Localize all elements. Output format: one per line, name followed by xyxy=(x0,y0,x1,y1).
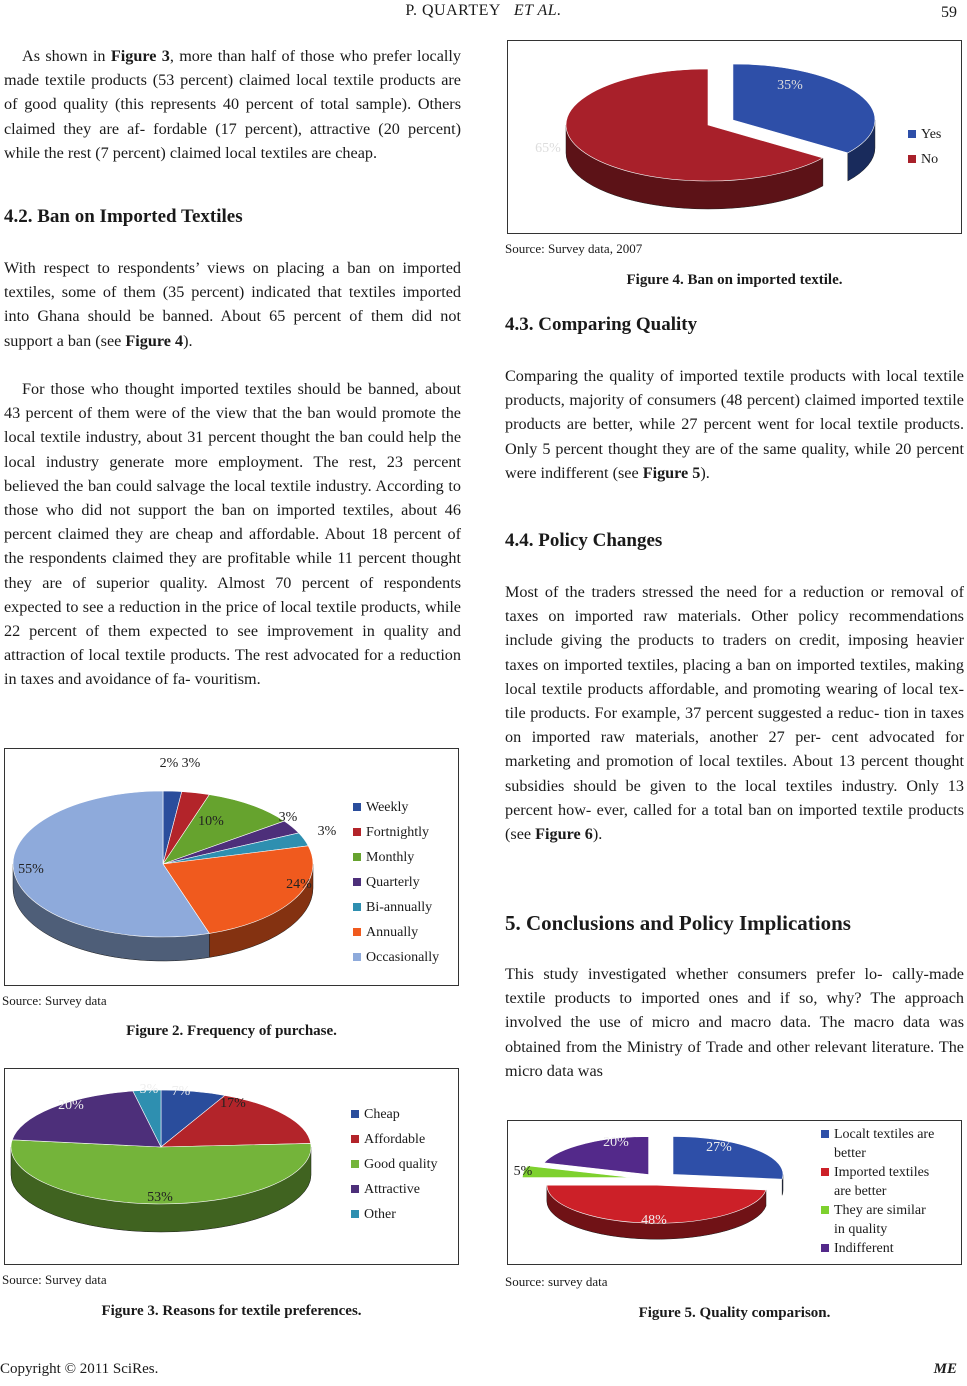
section-4-3-heading: 4.3. Comparing Quality xyxy=(505,314,698,335)
figure-6-ref: Figure 6 xyxy=(535,825,593,844)
figure-2-legend xyxy=(353,795,439,970)
figure-3-caption: Figure 3. Reasons for textile preferences. xyxy=(101,1303,362,1319)
figure-2-source: Source: Survey data xyxy=(2,993,107,1008)
indifferent-slice xyxy=(544,1137,649,1175)
header-etal: ET AL. xyxy=(513,2,562,19)
legend-item-weekly: Weekly xyxy=(353,795,439,820)
figure-5-legend xyxy=(821,1125,934,1258)
figure-4-pie-chart xyxy=(508,41,961,233)
affordable-label: 17% xyxy=(220,1096,246,1111)
no-label: 65% xyxy=(535,141,561,156)
figure-2-caption: Figure 2. Frequency of purchase. xyxy=(126,1023,337,1039)
figure-5-box xyxy=(507,1120,962,1265)
left-para-3: For those who thought imported textiles should be banned, about 43 percent of them were of the view that the ban would promote the local textile industry, about 31 percent thought the ban could help the local industry generate more employment. The rest, 23 percent believed the ban could salvage the local textile industry. According to those who did not support the ban on imported textiles, about 46 percent claimed they are cheap and affordable. About 18 percent of the respondents claimed they are profitable while 11 percent thought they are of superior quality. Almost 70 percent of respondents expected to see a reduction in the price of local textile products, while 22 percent of them expected to see improvement in quality and attraction of local textile products. The rest advocated for a reduction in taxes and avoidance of fa- vouritism. xyxy=(4,380,461,689)
figure-3-legend xyxy=(351,1102,438,1227)
weekly-label: 2% xyxy=(159,756,179,771)
indifferent-label: 20% xyxy=(603,1135,629,1150)
legend-item-annually: Annually xyxy=(353,920,439,945)
legend-item-occasionally: Occasionally xyxy=(353,945,439,970)
legend-item-similar: They are similar in quality xyxy=(821,1201,934,1239)
legend-item-bi-annually: Bi-annually xyxy=(353,895,439,920)
they-are-similar-in-quality-label: 5% xyxy=(513,1164,533,1179)
section-5-heading: 5. Conclusions and Policy Implications xyxy=(505,911,851,935)
figure-3-ref: Figure 3 xyxy=(110,47,170,65)
yes-label: 35% xyxy=(777,78,803,93)
legend-item-attractive: Attractive xyxy=(351,1177,438,1202)
right-para-4: Comparing the quality of imported textile products with local textile products, majority of consumers (48 percent) claimed imported textile products are better, while 27 percent went for local textile products. Only 5 percent thought they are of the same quality, while 20 percent were indifferent (see Figure 5). xyxy=(505,367,964,482)
legend-item-quarterly: Quarterly xyxy=(353,870,439,895)
figure-4-caption: Figure 4. Ban on imported textile. xyxy=(626,272,843,288)
imported-textiles-are-better-label: 48% xyxy=(641,1213,667,1228)
cheap-label: 7% xyxy=(171,1084,191,1099)
section-4-4-heading: 4.4. Policy Changes xyxy=(505,530,663,551)
legend-item-affordable: Affordable xyxy=(351,1127,438,1152)
figure-4-ref: Figure 4 xyxy=(125,331,184,350)
legend-item-monthly: Monthly xyxy=(353,845,439,870)
figure-3-box xyxy=(4,1068,459,1265)
section-4-2-heading: 4.2. Ban on Imported Textiles xyxy=(4,206,243,227)
figure-4-box xyxy=(507,40,962,234)
bi-annually-label: 3% xyxy=(317,824,337,839)
right-para-5: Most of the traders stressed the need for a reduction or removal of taxes on imported raw materials. Other policy recommendations include giving the products to traders on credit, imposing heavier taxes on imported textiles, placing a ban on imported textiles, making local textile products affordable, and promoting wearing of local tex- tile products. For example, 37 percent suggested a reduc- tion in taxes on imported raw materials, another 27 per- cent advocated for marketing and promotion of local textiles. About 13 percent thought subsidies should be given to the local textiles industry. Only 13 percent how- ever, called for a total ban on imported textile products (see Figure 6). xyxy=(505,583,964,844)
legend-item-indifferent: Indifferent xyxy=(821,1239,934,1258)
right-para-6: This study investigated whether consumers prefer lo- cally-made textile products to imported ones and if so, why? The approach involved the use of micro and macro data. The macro data was obtained from the Ministry of Trade and other relevant literature. The micro data was xyxy=(505,965,964,1080)
footer-journal: ME xyxy=(933,1361,957,1377)
legend-item-other: Other xyxy=(351,1202,438,1227)
monthly-label: 10% xyxy=(198,814,224,829)
legend-item-good-quality: Good quality xyxy=(351,1152,438,1177)
occasionally-label: 55% xyxy=(18,862,44,877)
figure-5-source: Source: survey data xyxy=(505,1274,608,1289)
fortnightly-label: 3% xyxy=(181,756,201,771)
figure-3-source: Source: Survey data xyxy=(2,1272,107,1287)
legend-item-fortnightly: Fortnightly xyxy=(353,820,439,845)
localt-textiles-are-better-label: 27% xyxy=(706,1140,732,1155)
figure-4-legend xyxy=(908,122,941,172)
good-quality-label: 53% xyxy=(147,1190,173,1205)
header-author: P. QUARTEY xyxy=(405,2,501,19)
annually-label: 24% xyxy=(286,877,312,892)
left-para-1: As shown in Figure 3, more than half of those who prefer locally made textile products (53 percent) claimed local textile products are of good quality (this represents 40 percent of total sample). Others claimed they are af- fordable (17 percent), attractive (20 percent) while the rest (7 percent) claimed local textiles are cheap. xyxy=(4,47,462,162)
legend-item-no: No xyxy=(908,147,941,172)
running-header xyxy=(0,2,967,20)
page-number: 59 xyxy=(941,4,957,21)
legend-item-imported-better: Imported textiles are better xyxy=(821,1163,934,1201)
footer-copyright: Copyright © 2011 SciRes. xyxy=(0,1361,159,1377)
left-para-2: With respect to respondents’ views on placing a ban on imported textiles, some of them (35 percent) indicated that textiles imported into Ghana should be banned. About 65 percent of them did not support a ban (see Figure 4). xyxy=(4,259,461,350)
attractive-label: 20% xyxy=(58,1098,84,1113)
figure-5-ref: Figure 5 xyxy=(642,463,701,482)
figure-5-caption: Figure 5. Quality comparison. xyxy=(638,1305,831,1321)
legend-item-local-better: Localt textiles are better xyxy=(821,1125,934,1163)
other-label: 3% xyxy=(139,1082,159,1097)
figure-4-source: Source: Survey data, 2007 xyxy=(505,241,643,256)
quarterly-label: 3% xyxy=(278,810,298,825)
legend-item-yes: Yes xyxy=(908,122,941,147)
legend-item-cheap: Cheap xyxy=(351,1102,438,1127)
figure-2-box xyxy=(4,748,459,986)
